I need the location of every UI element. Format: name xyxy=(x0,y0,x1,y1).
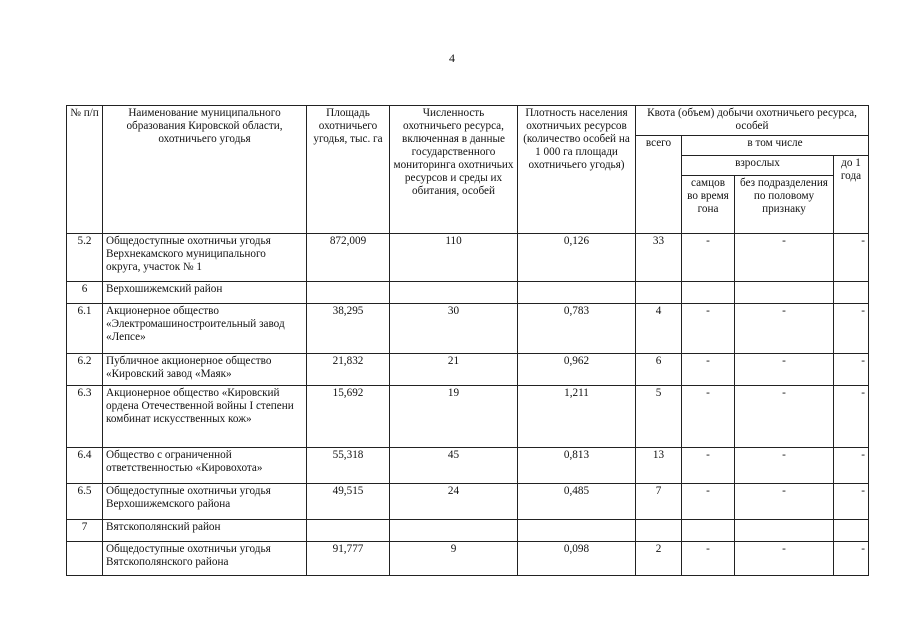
table-row xyxy=(67,484,869,520)
row-count: 19 xyxy=(390,386,518,448)
row-males: - xyxy=(682,386,735,448)
table-row xyxy=(67,448,869,484)
row-no-sex xyxy=(735,520,834,542)
row-density xyxy=(518,282,636,304)
row-count: 9 xyxy=(390,542,518,576)
row-name: Общество с ограниченной ответственностью «Кировохота» xyxy=(103,448,307,484)
row-males: - xyxy=(682,484,735,520)
row-name: Вятскополянский район xyxy=(103,520,307,542)
row-name: Верхошижемский район xyxy=(103,282,307,304)
header-under1: до 1 года xyxy=(834,156,869,234)
header-name: Наименование муниципального образования Кировской области, охотничьего угодья xyxy=(103,106,307,234)
row-num: 6.5 xyxy=(67,484,103,520)
row-total: 33 xyxy=(636,234,682,282)
row-no-sex: - xyxy=(735,304,834,354)
header-males: самцов во время гона xyxy=(682,176,735,234)
row-total: 2 xyxy=(636,542,682,576)
row-count xyxy=(390,520,518,542)
row-area xyxy=(307,520,390,542)
row-males xyxy=(682,282,735,304)
table-row xyxy=(67,520,869,542)
row-area: 91,777 xyxy=(307,542,390,576)
row-total: 7 xyxy=(636,484,682,520)
quota-table xyxy=(66,105,869,576)
row-area: 49,515 xyxy=(307,484,390,520)
row-num: 6 xyxy=(67,282,103,304)
row-count xyxy=(390,282,518,304)
row-num: 6.2 xyxy=(67,354,103,386)
row-under1: - xyxy=(834,448,869,484)
row-under1: - xyxy=(834,304,869,354)
row-density: 0,485 xyxy=(518,484,636,520)
row-males: - xyxy=(682,448,735,484)
row-under1: - xyxy=(834,234,869,282)
row-num: 6.3 xyxy=(67,386,103,448)
table-row xyxy=(67,282,869,304)
row-area xyxy=(307,282,390,304)
row-density: 0,962 xyxy=(518,354,636,386)
header-quota: Квота (объем) добычи охотничьего ресурса, особей xyxy=(636,106,869,136)
header-area: Площадь охотничьего угодья, тыс. га xyxy=(307,106,390,234)
row-no-sex: - xyxy=(735,484,834,520)
row-name: Акционерное общество «Кировский ордена Отечественной войны I степени комбинат искусственных кож» xyxy=(103,386,307,448)
row-num xyxy=(67,542,103,576)
row-name: Общедоступные охотничьи угодья Верхнекамского муниципального округа, участок № 1 xyxy=(103,234,307,282)
row-count: 110 xyxy=(390,234,518,282)
page-number: 4 xyxy=(449,51,455,65)
row-num: 6.1 xyxy=(67,304,103,354)
row-density xyxy=(518,520,636,542)
row-no-sex xyxy=(735,282,834,304)
row-total xyxy=(636,520,682,542)
row-males: - xyxy=(682,542,735,576)
row-num: 6.4 xyxy=(67,448,103,484)
row-no-sex: - xyxy=(735,542,834,576)
table-row xyxy=(67,234,869,282)
row-under1: - xyxy=(834,354,869,386)
row-total: 4 xyxy=(636,304,682,354)
row-name: Публичное акционерное общество «Кировский завод «Маяк» xyxy=(103,354,307,386)
row-name: Акционерное общество «Электромашиностроительный завод «Лепсе» xyxy=(103,304,307,354)
header-total: всего xyxy=(636,136,682,234)
row-males: - xyxy=(682,354,735,386)
row-area: 15,692 xyxy=(307,386,390,448)
header-count: Численность охотничьего ресурса, включенная в данные государственного мониторинга охотничьих ресурсов и среды их обитания, особей xyxy=(390,106,518,234)
header-including: в том числе xyxy=(682,136,869,156)
header-density: Плотность населения охотничьих ресурсов (количество особей на 1 000 га площади охотничьего угодья) xyxy=(518,106,636,234)
row-name: Общедоступные охотничьи угодья Верхошижемского района xyxy=(103,484,307,520)
row-area: 38,295 xyxy=(307,304,390,354)
header-no-sex: без подразделения по половому признаку xyxy=(735,176,834,234)
row-count: 30 xyxy=(390,304,518,354)
row-count: 45 xyxy=(390,448,518,484)
row-total: 6 xyxy=(636,354,682,386)
row-density: 0,126 xyxy=(518,234,636,282)
row-under1: - xyxy=(834,386,869,448)
row-count: 24 xyxy=(390,484,518,520)
row-area: 55,318 xyxy=(307,448,390,484)
row-area: 21,832 xyxy=(307,354,390,386)
row-no-sex: - xyxy=(735,386,834,448)
row-total xyxy=(636,282,682,304)
row-total: 5 xyxy=(636,386,682,448)
row-density: 0,783 xyxy=(518,304,636,354)
row-density: 1,211 xyxy=(518,386,636,448)
table-row xyxy=(67,542,869,576)
row-under1 xyxy=(834,282,869,304)
row-density: 0,813 xyxy=(518,448,636,484)
row-under1: - xyxy=(834,542,869,576)
row-num: 7 xyxy=(67,520,103,542)
table-row xyxy=(67,304,869,354)
row-males: - xyxy=(682,234,735,282)
row-no-sex: - xyxy=(735,234,834,282)
row-total: 13 xyxy=(636,448,682,484)
row-under1: - xyxy=(834,484,869,520)
header-adults: взрослых xyxy=(682,156,834,176)
row-area: 872,009 xyxy=(307,234,390,282)
row-males: - xyxy=(682,304,735,354)
row-no-sex: - xyxy=(735,354,834,386)
table-row xyxy=(67,386,869,448)
header-num: № п/п xyxy=(67,106,103,234)
row-under1 xyxy=(834,520,869,542)
row-males xyxy=(682,520,735,542)
table-row xyxy=(67,354,869,386)
row-name: Общедоступные охотничьи угодья Вятскополянского района xyxy=(103,542,307,576)
row-no-sex: - xyxy=(735,448,834,484)
row-num: 5.2 xyxy=(67,234,103,282)
row-density: 0,098 xyxy=(518,542,636,576)
row-count: 21 xyxy=(390,354,518,386)
